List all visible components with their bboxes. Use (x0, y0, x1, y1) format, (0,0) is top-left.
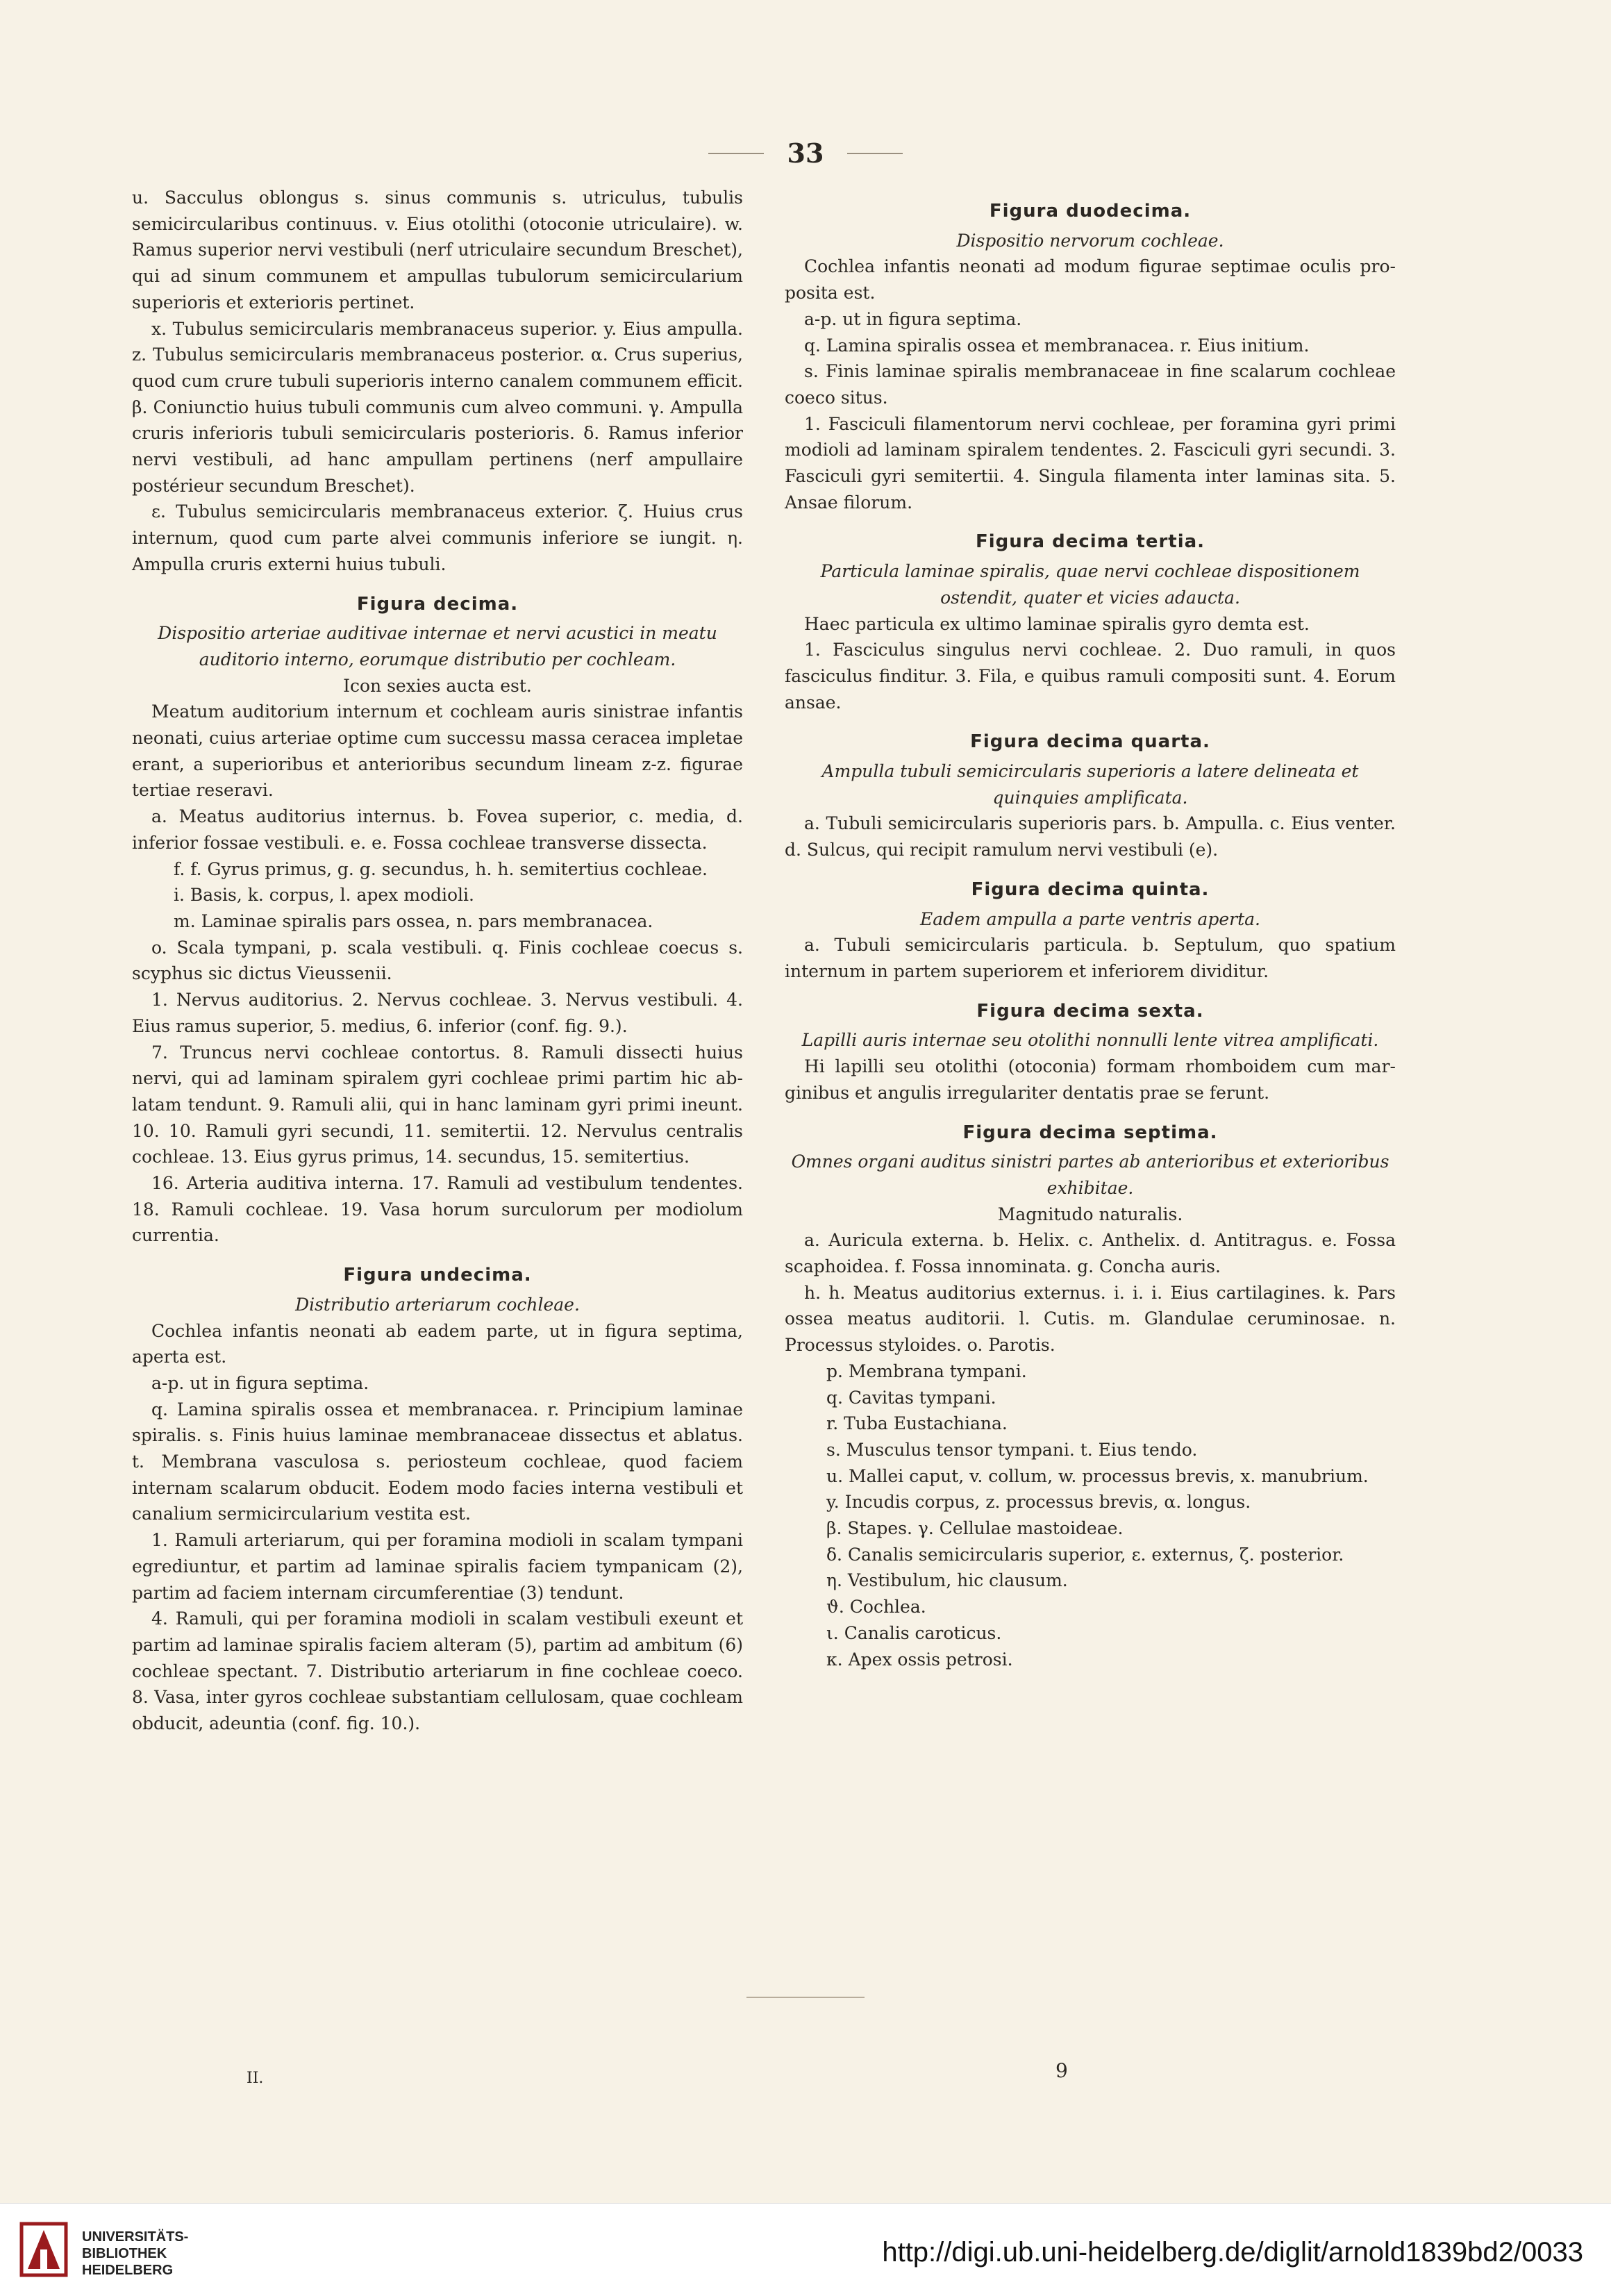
header-rule-left (708, 153, 764, 154)
paragraph: s. Finis laminae spiralis membranaceae in fine scalarum cochleae coeco situs. (785, 361, 1396, 408)
paragraph: o. Scala tympani, p. scala vestibuli. q. Finis cochleae coecus s. scyphus sic dictus Vieussenii. (132, 937, 743, 984)
legend-line: ι. Canalis caroticus. (826, 1622, 1002, 1643)
paragraph: x. Tubulus semicircularis membranaceus superior. y. Eius ampulla. z. Tubulus semicircularis membranaceus posterior. α. Crus superius, quod cum crure tubuli superioris interno canalem communem efficit. β. Coniunctio huius tubuli communis cum alveo communi. γ. Ampulla cruris inferioris tubuli semicircularis posterioris. δ. Ramus inferior nervi vestibuli, ad hanc ampullam pertinens (nerf ampullaire postérieur secundum Breschet). (132, 318, 743, 496)
figure-caption: Distributio arteriarum cochleae. (295, 1294, 580, 1315)
paragraph: 7. Truncus nervi cochleae contortus. 8. Ramuli dissecti huius nervi, qui ad laminam spiralem gyri cochleae primi partim hic ablatam tendunt. 9. Ramuli alii, qui in hanc laminam gyri primi ineunt. 10. 10. Ramuli gyri secundi, 11. semitertii. 12. Nervulus centralis cochleae. 13. Eius gyrus primus, 14. secundus, 15. semitertius. (132, 1042, 743, 1167)
figure-caption: Eadem ampulla a parte ventris aperta. (919, 908, 1260, 929)
paragraph: a-p. ut in figura septima. (151, 1372, 369, 1393)
magnification-note: Icon sexies aucta est. (343, 675, 532, 696)
figure-caption: Dispositio nervorum cochleae. (956, 230, 1224, 251)
university-seal-icon (19, 2222, 68, 2277)
legend-line: m. Laminae spiralis pars ossea, n. pars membranacea. (174, 910, 653, 931)
figure-heading: Figura decima quinta. (971, 879, 1210, 900)
paragraph: Cochlea infantis neonati ad modum figurae septimae oculis proposita est. (785, 256, 1396, 303)
figure-caption: Ampulla tubuli semicircularis superioris a latere delineata et quinquies amplificata. (821, 761, 1359, 808)
header-rule-right (847, 153, 903, 154)
legend-line: s. Musculus tensor tympani. t. Eius tendo. (826, 1439, 1198, 1460)
figure-heading: Figura decima. (356, 593, 519, 615)
page-header (0, 138, 1611, 169)
library-name (82, 2229, 188, 2279)
page-number: 33 (787, 138, 824, 169)
legend-line: κ. Apex ossis petrosi. (826, 1649, 1013, 1670)
paragraph: Cochlea infantis neonati ab eadem parte, ut in figura septima, aperta est. (132, 1320, 743, 1367)
figure-heading: Figura decima tertia. (975, 531, 1205, 553)
right-column (785, 185, 1396, 1672)
legend-line: u. Mallei caput, v. collum, w. processus brevis, x. manubrium. (826, 1465, 1369, 1486)
legend-line: δ. Canalis semicircularis superior, ε. externus, ζ. posterior. (826, 1544, 1344, 1565)
paragraph: a. Tubuli semicircularis particula. b. Septulum, quo spatium internum in partem superiorem et inferiorem dividitur. (785, 935, 1396, 981)
legend-line: p. Membrana tympani. (826, 1361, 1027, 1381)
legend-line: ϑ. Cochlea. (826, 1597, 926, 1617)
left-column (132, 185, 743, 1737)
library-line: HEIDELBERG (82, 2263, 174, 2278)
paragraph: 1. Ramuli arteriarum, qui per foramina modioli in scalam tympani egrediuntur, et partim ad laminae spiralis faciem tympanicam (2), partim ad faciem internam circumferentiae (3) tendunt. (132, 1530, 743, 1603)
paragraph: Meatum auditorium internum et cochleam auris sinistrae infantis neonati, cuius arteriae optime cum successu massa ceracea impletae erant, a superioribus et anterioribus secundum lineam z-z. figurae tertiae reseravi. (132, 701, 743, 801)
source-url-link[interactable]: http://digi.ub.uni-heidelberg.de/diglit/arnold1839bd2/0033 (882, 2237, 1583, 2268)
paragraph: a. Tubuli semicircularis superioris pars. b. Ampulla. c. Eius venter. d. Sulcus, qui recipit ramulum nervi vestibuli (e). (785, 813, 1396, 860)
paragraph: 4. Ramuli, qui per foramina modioli in scalam vestibuli exeunt et partim ad laminae spiralis faciem alteram (5), partim ad ambitum (6) cochleae spectant. 7. Distributio arteriarum in fine cochleae coeco. 8. Vasa, inter gyros cochleae substantiam cellulosam, quae cochleam obducit, adeuntia (conf. fig. 10.). (132, 1608, 743, 1734)
figure-heading: Figura decima septima. (962, 1122, 1218, 1143)
legend-line: β. Stapes. γ. Cellulae mastoideae. (826, 1518, 1124, 1539)
paragraph: q. Lamina spiralis ossea et membranacea. r. Eius initium. (804, 335, 1310, 356)
figure-heading: Figura decima quarta. (970, 731, 1210, 753)
figure-caption: Lapilli auris internae seu otolithi nonnulli lente vitrea amplificati. (801, 1030, 1379, 1051)
paragraph: 1. Nervus auditorius. 2. Nervus cochleae. 3. Nervus vestibuli. 4. Eius ramus superior, 5. medius, 6. inferior (conf. fig. 9.). (132, 990, 743, 1036)
sheet-number: 9 (1055, 2059, 1068, 2082)
bottom-rule (746, 1997, 865, 1998)
paragraph: 16. Arteria auditiva interna. 17. Ramuli ad vestibulum tendentes. 18. Ramuli cochleae. 19. Vasa horum surculorum per modiolum currentia. (132, 1173, 743, 1246)
paragraph: a. Meatus auditorius internus. b. Fovea superior, c. media, d. inferior fossae vestibuli. e. e. Fossa cochleae transverse dissecta. (132, 806, 743, 853)
figure-caption: Particula laminae spiralis, quae nervi cochleae dispositionem ostendit, quater et vicies adaucta. (820, 561, 1360, 608)
legend-line: f. f. Gyrus primus, g. g. secundus, h. h. semitertius cochleae. (174, 858, 708, 879)
figure-heading: Figura duodecima. (989, 201, 1192, 222)
legend-line: q. Cavitas tympani. (826, 1387, 996, 1408)
paragraph: a. Auricula externa. b. Helix. c. Anthelix. d. Antitragus. e. Fossa scaphoidea. f. Fossa innominata. g. Concha auris. (785, 1230, 1396, 1277)
paragraph: q. Lamina spiralis ossea et membranacea. r. Principium laminae spiralis. s. Finis huius laminae membranaceae dissectus et ablatus. t. Membrana vasculosa s. periosteum cochleae, quod faciem internam scalarum obducit. Eodem modo facies interna vestibuli et canalium sermicircularium vestita est. (132, 1399, 743, 1524)
paragraph: h. h. Meatus auditorius externus. i. i. i. Eius cartilagines. k. Pars ossea meatus auditorii. l. Cutis. m. Glandulae ceruminosae. n. Processus styloides. o. Parotis. (785, 1282, 1396, 1356)
library-line: BIBLIOTHEK (82, 2246, 167, 2261)
viewer-footer (0, 2203, 1611, 2296)
legend-line: y. Incudis corpus, z. processus brevis, α. longus. (826, 1492, 1251, 1513)
paragraph: Haec particula ex ultimo laminae spiralis gyro demta est. (804, 613, 1310, 634)
paragraph: Hi lapilli seu otolithi (otoconia) formam rhomboidem cum marginibus et angulis irregulariter dentatis prae se ferunt. (785, 1056, 1396, 1103)
legend-line: r. Tuba Eustachiana. (826, 1413, 1008, 1434)
paragraph: a-p. ut in figura septima. (804, 308, 1022, 329)
paragraph: ε. Tubulus semicircularis membranaceus exterior. ζ. Huius crus internum, quod cum parte alvei communis inferiore se iungit. η. Ampulla cruris externi huius tubuli. (132, 501, 743, 574)
signature-mark: II. (247, 2070, 264, 2087)
legend-line: η. Vestibulum, hic clausum. (826, 1570, 1068, 1591)
figure-caption: Omnes organi auditus sinistri partes ab anterioribus et exterioribus exhibitae. (791, 1151, 1389, 1198)
figure-heading: Figura decima sexta. (976, 1000, 1204, 1022)
magnification-note: Magnitudo naturalis. (997, 1204, 1183, 1224)
legend-line: i. Basis, k. corpus, l. apex modioli. (174, 885, 474, 906)
figure-caption: Dispositio arteriae auditivae internae et nervi acustici in meatu auditorio interno, eorumque distributio per cochleam. (158, 623, 717, 669)
paragraph: 1. Fasciculus singulus nervi cochleae. 2. Duo ramuli, in quos fasciculus finditur. 3. Fila, e quibus ramuli compositi sunt. 4. Eorum ansae. (785, 640, 1396, 713)
figure-heading: Figura undecima. (343, 1265, 532, 1286)
library-line: UNIVERSITÄTS- (82, 2229, 189, 2245)
paragraph: 1. Fasciculi filamentorum nervi cochleae, per foramina gyri primi modioli ad laminam spiralem tendentes. 2. Fasciculi gyri secundi. 3. Fasciculi gyri semitertii. 4. Singula filamenta inter laminas sita. 5. Ansae filorum. (785, 413, 1396, 513)
paragraph: u. Sacculus oblongus s. sinus communis s. utriculus, tubulis semicircularibus continuus. v. Eius otolithi (otoconie utriculaire). w. Ramus superior nervi vestibuli (nerf utriculaire secundum Breschet), qui ad sinum communem et ampullas tubulorum semicircularium superioris et exterioris pertinet. (132, 188, 743, 313)
